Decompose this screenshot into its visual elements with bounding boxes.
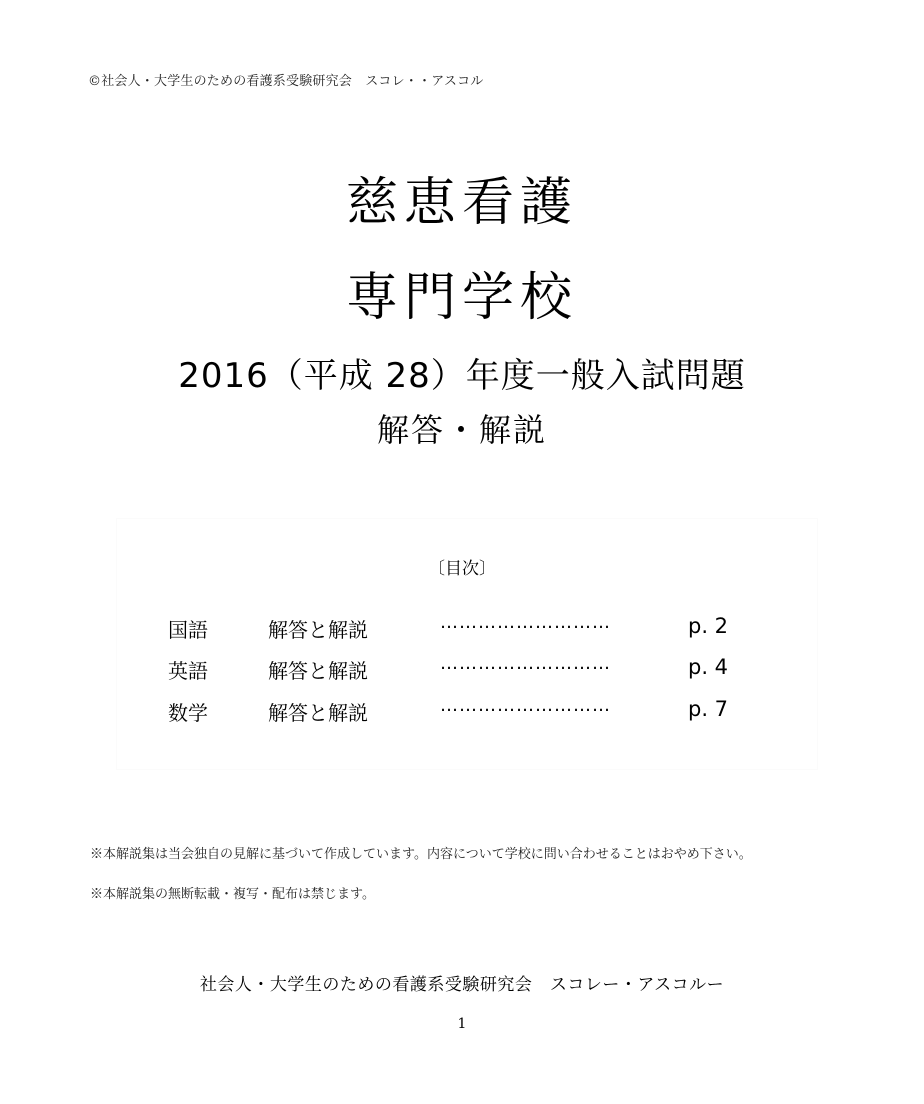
toc-dot-leader: ……………………… (440, 695, 611, 716)
notice-inquiry: ※本解説集は当会独自の見解に基づいて作成しています。内容について学校に問い合わせることはおやめ下さい。 (90, 847, 752, 862)
toc-page-ref: p. 7 (688, 697, 729, 721)
toc-dot-leader: ……………………… (440, 653, 611, 674)
toc-dot-leader: ……………………… (440, 612, 611, 633)
toc-page-ref: p. 4 (688, 655, 729, 679)
footer-organization: 社会人・大学生のための看護系受験研究会 スコレー・アスコルー (199, 975, 725, 995)
toc-item-math[interactable] (0, 697, 924, 727)
toc-item-english[interactable] (0, 655, 924, 685)
notice-copyright: ※本解説集の無断転載・複写・配布は禁じます。 (90, 887, 375, 902)
toc-description: 解答と解説 (268, 659, 368, 683)
school-name-line-2: 専門学校 (345, 268, 578, 328)
toc-description: 解答と解説 (268, 701, 368, 725)
answers-explanations-title: 解答・解説 (376, 411, 547, 449)
toc-subject: 英語 (168, 659, 208, 683)
toc-heading: 〔目次〕 (428, 559, 496, 579)
toc-subject: 国語 (168, 618, 208, 642)
copyright-header: ©社会人・大学生のための看護系受験研究会 スコレ・・アスコル (88, 74, 484, 89)
page-number: 1 (457, 1016, 467, 1032)
toc-page-ref: p. 2 (688, 614, 729, 638)
toc-subject: 数学 (168, 701, 208, 725)
exam-year-title: 2016（平成 28）年度一般入試問題 (178, 356, 746, 396)
toc-description: 解答と解説 (268, 618, 368, 642)
school-name-line-1: 慈恵看護 (345, 173, 578, 233)
toc-item-japanese[interactable] (0, 614, 924, 644)
